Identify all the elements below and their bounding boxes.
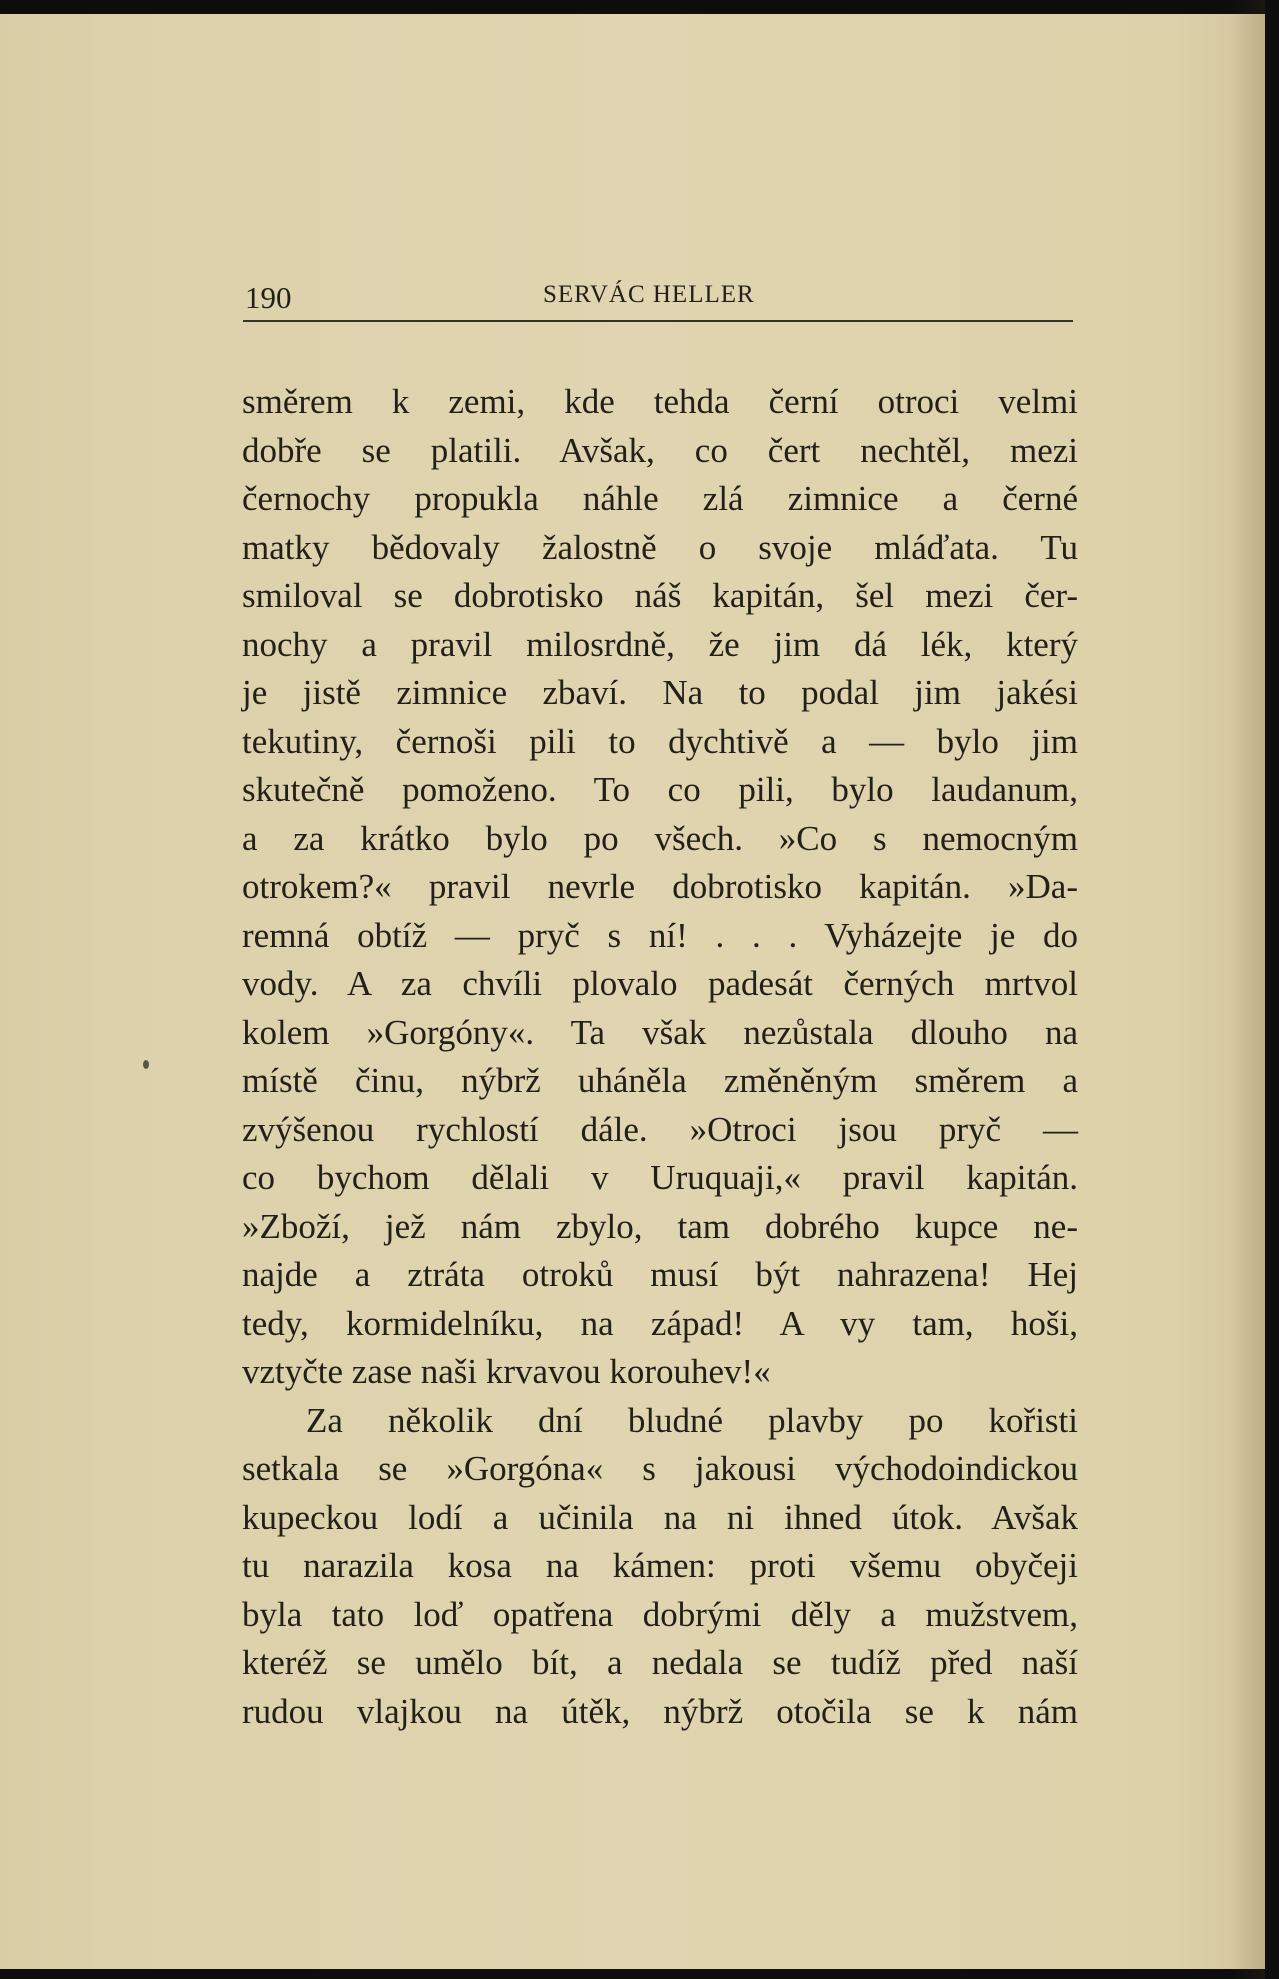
text-line: zvýšenou rychlostí dále. »Otroci jsou pryč — [242,1109,1078,1149]
text-line: kteréž se umělo bít, a nedala se tudíž před naší [242,1643,1078,1682]
text-line: »Zboží, jež nám zbylo, tam dobrého kupce ne- [242,1206,1078,1246]
page-number: 190 [245,280,292,315]
text-line: nochy a pravil milosrdně, že jim dá lék, který [242,624,1078,664]
paragraph-start-line: Za několik dní bludné plavby po kořisti [306,1400,1078,1440]
gutter-shadow [1231,0,1265,1979]
text-line: setkala se »Gorgóna« s jakousi východoindickou [242,1449,1078,1488]
text-line: skutečně pomoženo. To co pili, bylo laudanum, [242,770,1078,809]
text-line: a za krátko bylo po všech. »Co s nemocným [242,818,1078,858]
text-line: matky bědovaly žalostně o svoje mláďata. Tu [242,527,1078,567]
text-line: dobře se platili. Avšak, co čert nechtěl, mezi [242,430,1078,470]
paragraph-end-line: vztyčte zase naši krvavou korouhev!« [242,1352,771,1391]
text-line: tekutiny, černoši pili to dychtivě a — bylo jim [242,721,1078,761]
scan-border-bottom [0,1969,1279,1979]
text-line: otrokem?« pravil nevrle dobrotisko kapitán. »Da- [242,867,1078,906]
text-line: byla tato loď opatřena dobrými děly a mužstvem, [242,1594,1078,1634]
text-line: rudou vlajkou na útěk, nýbrž otočila se k nám [242,1691,1078,1731]
page-header [243,272,1073,322]
text-line: je jistě zimnice zbaví. Na to podal jim jakési [242,673,1078,712]
text-line: kolem »Gorgóny«. Ta však nezůstala dlouho na [242,1012,1078,1052]
text-line: směrem k zemi, kde tehda černí otroci velmi [242,382,1078,421]
running-title: SERVÁC HELLER [543,281,755,308]
text-line: tedy, kormidelníku, na západ! A vy tam, hoši, [242,1303,1078,1343]
body-text [242,378,1078,1736]
text-line: černochy propukla náhle zlá zimnice a černé [242,479,1078,518]
text-line: kupeckou lodí a učinila na ni ihned útok. Avšak [242,1497,1078,1537]
text-line: najde a ztráta otroků musí být nahrazena! Hej [242,1255,1078,1294]
scan-border-top [0,0,1279,14]
text-line: smiloval se dobrotisko náš kapitán, šel mezi čer- [242,576,1078,615]
text-line: co bychom dělali v Uruquaji,« pravil kapitán. [242,1158,1078,1197]
text-line: vody. A za chvíli plovalo padesát černých mrtvol [242,964,1078,1003]
scan-border-right [1265,0,1279,1979]
text-line: remná obtíž — pryč s ní! . . . Vyházejte je do [242,915,1078,955]
text-line: místě činu, nýbrž uháněla změněným směrem a [242,1061,1078,1100]
text-line: tu narazila kosa na kámen: proti všemu obyčeji [242,1546,1078,1585]
header-rule [243,320,1073,322]
ink-speck [143,1060,149,1069]
